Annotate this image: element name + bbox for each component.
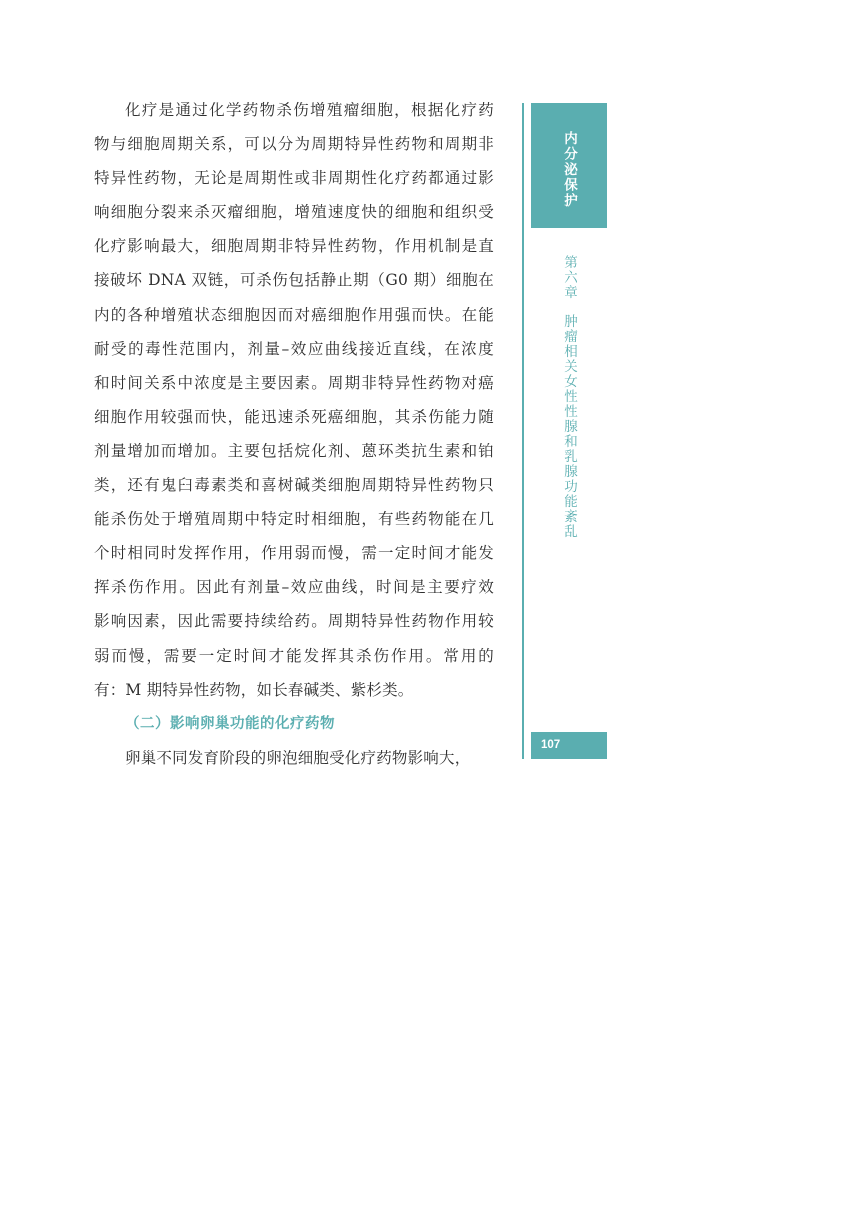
paragraph-line: 弱而慢，需要一定时间才能发挥其杀伤作用。常用的 [94, 646, 494, 665]
paragraph-line: 响细胞分裂来杀灭瘤细胞，增殖速度快的细胞和组织受 [94, 203, 494, 222]
chapter-title: 肿瘤相关女性性腺和乳腺功能紊乱 [561, 314, 577, 539]
paragraph-line: 剂量增加而增加。主要包括烷化剂、蒽环类抗生素和铂 [94, 441, 494, 460]
paragraph-line: 挥杀伤作用。因此有剂量–效应曲线，时间是主要疗效 [94, 578, 494, 597]
paragraph-line: 个时相同时发挥作用，作用弱而慢，需一定时间才能发 [94, 544, 494, 563]
page-number: 107 [531, 732, 607, 759]
chapter-label: 第六章 [561, 255, 577, 300]
chapter-heading [559, 255, 579, 539]
section-tab [531, 103, 607, 228]
paragraph-line: 影响因素，因此需要持续给药。周期特异性药物作用较 [94, 612, 494, 631]
body-text [94, 93, 494, 775]
section-tab-label: 内分泌保护 [561, 131, 577, 209]
paragraph-line: 细胞作用较强而快，能迅速杀死癌细胞，其杀伤能力随 [94, 407, 494, 426]
paragraph-line: 类，还有鬼臼毒素类和喜树碱类细胞周期特异性药物只 [94, 476, 494, 495]
paragraph-line: 特异性药物，无论是周期性或非周期性化疗药都通过影 [94, 169, 494, 188]
section-subheading: （二）影响卵巢功能的化疗药物 [125, 715, 335, 732]
paragraph-line: 化疗影响最大，细胞周期非特异性药物，作用机制是直 [94, 237, 494, 256]
paragraph-line: 物与细胞周期关系，可以分为周期特异性药物和周期非 [94, 135, 494, 154]
margin-divider [522, 103, 524, 759]
paragraph-line: 和时间关系中浓度是主要因素。周期非特异性药物对癌 [94, 373, 494, 392]
paragraph-line: 卵巢不同发育阶段的卵泡细胞受化疗药物影响大， [125, 748, 471, 767]
paragraph-line: 有：M 期特异性药物，如长春碱类、紫杉类。 [94, 680, 414, 699]
paragraph-line: 接破坏 DNA 双链，可杀伤包括静止期（G0 期）细胞在 [94, 271, 494, 290]
paragraph-line: 耐受的毒性范围内，剂量–效应曲线接近直线，在浓度 [94, 339, 494, 358]
chapter-running-head [531, 255, 607, 539]
paragraph-line: 化疗是通过化学药物杀伤增殖瘤细胞，根据化疗药 [125, 101, 494, 119]
paragraph-line: 能杀伤处于增殖周期中特定时相细胞，有些药物能在几 [94, 510, 494, 529]
paragraph-line: 内的各种增殖状态细胞因而对癌细胞作用强而快。在能 [94, 305, 494, 324]
